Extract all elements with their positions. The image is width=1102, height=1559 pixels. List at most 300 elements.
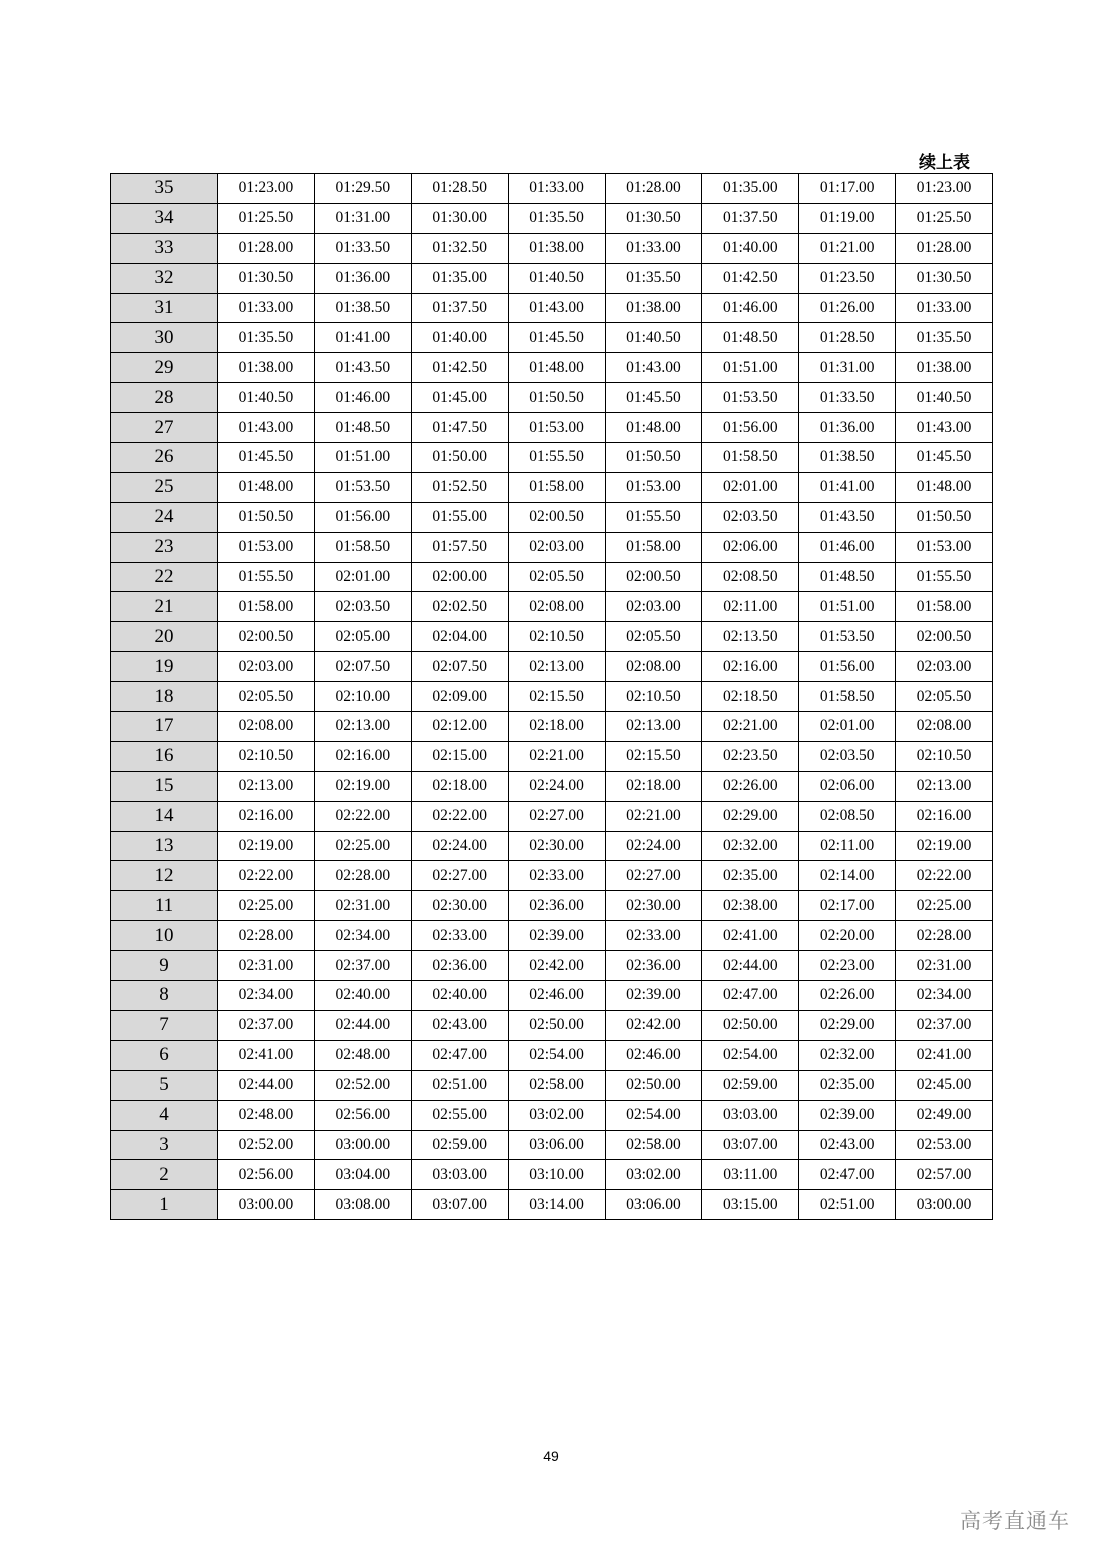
time-cell: 02:16.00 [702,652,799,682]
time-cell: 01:45.50 [605,383,702,413]
time-cell: 02:57.00 [896,1160,993,1190]
table-row [111,771,993,801]
time-cell: 02:48.00 [314,1040,411,1070]
time-cell: 02:06.00 [799,771,896,801]
time-cell: 02:07.50 [314,652,411,682]
time-cell: 01:55.50 [508,443,605,473]
time-cell: 02:07.50 [411,652,508,682]
time-cell: 02:21.00 [702,712,799,742]
time-cell: 02:03.00 [605,592,702,622]
time-cell: 02:08.50 [799,801,896,831]
time-cell: 01:58.00 [508,472,605,502]
time-cell: 01:40.00 [702,233,799,263]
time-cell: 02:01.00 [799,712,896,742]
time-cell: 03:14.00 [508,1190,605,1220]
time-cell: 02:15.50 [508,682,605,712]
score-cell: 33 [111,233,218,263]
time-cell: 02:08.50 [702,562,799,592]
time-cell: 02:37.00 [314,951,411,981]
time-cell: 01:50.50 [218,502,315,532]
time-cell: 02:10.50 [218,741,315,771]
time-cell: 02:30.00 [411,891,508,921]
time-cell: 02:35.00 [799,1070,896,1100]
time-cell: 01:55.00 [411,502,508,532]
time-cell: 02:18.50 [702,682,799,712]
time-cell: 03:04.00 [314,1160,411,1190]
time-cell: 01:38.00 [508,233,605,263]
score-cell: 21 [111,592,218,622]
time-cell: 02:05.50 [218,682,315,712]
table-row [111,682,993,712]
table-row [111,1070,993,1100]
time-cell: 02:43.00 [799,1130,896,1160]
time-cell: 02:54.00 [508,1040,605,1070]
score-cell: 12 [111,861,218,891]
time-cell: 02:10.50 [896,741,993,771]
table-row [111,712,993,742]
time-cell: 02:10.50 [605,682,702,712]
score-cell: 11 [111,891,218,921]
time-cell: 01:50.50 [605,443,702,473]
time-cell: 02:13.00 [218,771,315,801]
score-cell: 5 [111,1070,218,1100]
time-cell: 01:53.00 [218,532,315,562]
time-cell: 01:30.50 [896,263,993,293]
time-cell: 02:03.50 [702,502,799,532]
time-cell: 02:33.00 [508,861,605,891]
time-cell: 02:35.00 [702,861,799,891]
score-cell: 25 [111,472,218,502]
time-cell: 02:10.50 [508,622,605,652]
time-cell: 03:11.00 [702,1160,799,1190]
time-cell: 01:43.00 [508,293,605,323]
time-cell: 02:20.00 [799,921,896,951]
time-cell: 01:48.00 [218,472,315,502]
time-cell: 02:03.00 [508,532,605,562]
page-number: 49 [543,1448,559,1464]
time-cell: 02:10.00 [314,682,411,712]
time-cell: 01:19.00 [799,203,896,233]
time-cell: 02:45.00 [896,1070,993,1100]
time-cell: 01:50.50 [508,383,605,413]
time-cell: 02:39.00 [508,921,605,951]
time-cell: 02:19.00 [314,771,411,801]
time-cell: 02:24.00 [605,831,702,861]
time-cell: 01:52.50 [411,472,508,502]
time-cell: 02:27.00 [508,801,605,831]
time-cell: 02:25.00 [218,891,315,921]
time-cell: 02:29.00 [799,1010,896,1040]
time-cell: 01:33.50 [314,233,411,263]
time-cell: 01:32.50 [411,233,508,263]
time-cell: 01:33.00 [508,174,605,204]
time-cell: 01:50.00 [411,443,508,473]
time-cell: 01:48.50 [314,413,411,443]
time-cell: 01:33.00 [896,293,993,323]
score-cell: 19 [111,652,218,682]
time-cell: 01:29.50 [314,174,411,204]
table-row [111,622,993,652]
score-cell: 27 [111,413,218,443]
score-cell: 14 [111,801,218,831]
time-cell: 02:41.00 [896,1040,993,1070]
time-cell: 02:32.00 [702,831,799,861]
time-cell: 02:31.00 [218,951,315,981]
time-cell: 02:25.00 [896,891,993,921]
time-cell: 02:58.00 [605,1130,702,1160]
time-cell: 03:00.00 [218,1190,315,1220]
time-cell: 01:55.50 [896,562,993,592]
time-cell: 01:28.00 [605,174,702,204]
table-row [111,263,993,293]
time-cell: 02:26.00 [799,981,896,1011]
time-cell: 03:07.00 [411,1190,508,1220]
time-cell: 01:58.50 [702,443,799,473]
time-cell: 01:58.00 [896,592,993,622]
table-body [111,174,993,1220]
time-cell: 02:13.00 [605,712,702,742]
time-cell: 01:43.50 [799,502,896,532]
time-cell: 02:55.00 [411,1100,508,1130]
table-row [111,981,993,1011]
time-cell: 02:23.50 [702,741,799,771]
time-cell: 03:00.00 [896,1190,993,1220]
time-cell: 02:22.00 [411,801,508,831]
time-cell: 02:25.00 [314,831,411,861]
time-cell: 02:27.00 [411,861,508,891]
score-cell: 16 [111,741,218,771]
time-cell: 01:55.50 [218,562,315,592]
table-row [111,443,993,473]
time-cell: 01:40.50 [508,263,605,293]
time-cell: 01:33.00 [218,293,315,323]
time-cell: 02:46.00 [605,1040,702,1070]
time-cell: 01:53.50 [314,472,411,502]
time-cell: 01:46.00 [314,383,411,413]
time-cell: 01:23.00 [218,174,315,204]
time-cell: 02:58.00 [508,1070,605,1100]
time-cell: 02:54.00 [605,1100,702,1130]
time-cell: 01:28.00 [218,233,315,263]
time-cell: 01:41.00 [799,472,896,502]
time-cell: 02:03.50 [799,741,896,771]
time-cell: 03:10.00 [508,1160,605,1190]
score-cell: 6 [111,1040,218,1070]
time-cell: 01:53.00 [896,532,993,562]
time-cell: 02:30.00 [508,831,605,861]
table-row [111,203,993,233]
time-cell: 02:47.00 [799,1160,896,1190]
time-cell: 02:30.00 [605,891,702,921]
time-cell: 01:30.50 [218,263,315,293]
score-cell: 13 [111,831,218,861]
time-cell: 02:36.00 [411,951,508,981]
time-cell: 01:51.00 [702,353,799,383]
time-cell: 01:36.00 [799,413,896,443]
time-cell: 01:50.50 [896,502,993,532]
time-cell: 01:53.50 [702,383,799,413]
time-cell: 02:36.00 [508,891,605,921]
time-cell: 01:38.50 [799,443,896,473]
time-cell: 01:43.50 [314,353,411,383]
time-cell: 02:05.50 [605,622,702,652]
time-cell: 02:21.00 [605,801,702,831]
time-cell: 01:25.50 [218,203,315,233]
time-cell: 02:40.00 [314,981,411,1011]
time-cell: 01:58.50 [799,682,896,712]
time-cell: 01:37.50 [702,203,799,233]
score-cell: 10 [111,921,218,951]
time-cell: 02:03.00 [218,652,315,682]
table-row [111,383,993,413]
time-cell: 02:52.00 [218,1130,315,1160]
time-cell: 03:06.00 [508,1130,605,1160]
time-cell: 01:40.50 [896,383,993,413]
time-cell: 03:02.00 [508,1100,605,1130]
time-cell: 02:50.00 [605,1070,702,1100]
time-cell: 02:24.00 [508,771,605,801]
time-cell: 01:37.50 [411,293,508,323]
time-cell: 02:36.00 [605,951,702,981]
time-cell: 02:01.00 [702,472,799,502]
time-cell: 02:13.00 [314,712,411,742]
table-row [111,891,993,921]
time-cell: 01:48.00 [508,353,605,383]
time-cell: 01:45.50 [508,323,605,353]
time-cell: 02:44.00 [314,1010,411,1040]
time-cell: 02:28.00 [218,921,315,951]
time-cell: 01:53.00 [508,413,605,443]
table-row [111,562,993,592]
time-cell: 02:00.50 [896,622,993,652]
time-cell: 01:35.00 [411,263,508,293]
time-cell: 02:39.00 [799,1100,896,1130]
score-cell: 9 [111,951,218,981]
time-cell: 02:18.00 [605,771,702,801]
time-cell: 02:19.00 [896,831,993,861]
time-cell: 01:40.00 [411,323,508,353]
score-cell: 8 [111,981,218,1011]
time-cell: 02:19.00 [218,831,315,861]
time-cell: 02:51.00 [411,1070,508,1100]
table-row [111,174,993,204]
time-cell: 02:18.00 [508,712,605,742]
time-cell: 02:40.00 [411,981,508,1011]
time-cell: 01:33.00 [605,233,702,263]
time-cell: 02:44.00 [702,951,799,981]
table-row [111,293,993,323]
time-cell: 02:00.50 [218,622,315,652]
time-cell: 02:52.00 [314,1070,411,1100]
time-cell: 02:29.00 [702,801,799,831]
table-row [111,1130,993,1160]
time-cell: 02:41.00 [218,1040,315,1070]
time-cell: 01:51.00 [314,443,411,473]
table-row [111,652,993,682]
score-cell: 23 [111,532,218,562]
time-cell: 02:56.00 [218,1160,315,1190]
time-cell: 03:07.00 [702,1130,799,1160]
time-cell: 01:35.00 [702,174,799,204]
time-cell: 02:33.00 [411,921,508,951]
time-cell: 02:51.00 [799,1190,896,1220]
time-cell: 02:08.00 [896,712,993,742]
time-cell: 02:16.00 [896,801,993,831]
time-cell: 01:47.50 [411,413,508,443]
time-cell: 01:33.50 [799,383,896,413]
table-row [111,353,993,383]
time-cell: 02:05.00 [314,622,411,652]
score-cell: 34 [111,203,218,233]
score-cell: 7 [111,1010,218,1040]
score-cell: 22 [111,562,218,592]
time-cell: 02:13.00 [508,652,605,682]
table-row [111,1040,993,1070]
time-cell: 01:36.00 [314,263,411,293]
score-cell: 4 [111,1100,218,1130]
time-cell: 02:28.00 [314,861,411,891]
time-cell: 02:21.00 [508,741,605,771]
time-cell: 01:48.00 [896,472,993,502]
table-row [111,741,993,771]
table-row [111,413,993,443]
time-cell: 01:45.50 [896,443,993,473]
time-cell: 01:30.00 [411,203,508,233]
time-cell: 03:02.00 [605,1160,702,1190]
time-cell: 01:23.50 [799,263,896,293]
table-row [111,323,993,353]
time-cell: 02:00.50 [508,502,605,532]
time-cell: 01:35.50 [218,323,315,353]
time-cell: 02:50.00 [702,1010,799,1040]
time-cell: 02:34.00 [314,921,411,951]
score-cell: 35 [111,174,218,204]
time-cell: 02:37.00 [896,1010,993,1040]
time-cell: 02:59.00 [702,1070,799,1100]
score-cell: 15 [111,771,218,801]
time-cell: 01:26.00 [799,293,896,323]
time-cell: 02:09.00 [411,682,508,712]
time-cell: 01:28.00 [896,233,993,263]
time-cell: 02:17.00 [799,891,896,921]
time-cell: 02:13.00 [896,771,993,801]
table-row [111,233,993,263]
time-cell: 01:31.00 [799,353,896,383]
time-cell: 02:26.00 [702,771,799,801]
table-row [111,861,993,891]
time-cell: 02:33.00 [605,921,702,951]
time-cell: 02:08.00 [605,652,702,682]
time-cell: 02:56.00 [314,1100,411,1130]
time-cell: 01:48.00 [605,413,702,443]
time-cell: 01:46.00 [799,532,896,562]
time-cell: 02:31.00 [314,891,411,921]
time-cell: 02:49.00 [896,1100,993,1130]
time-cell: 02:34.00 [896,981,993,1011]
time-cell: 01:38.00 [218,353,315,383]
table-row [111,1160,993,1190]
time-cell: 01:28.50 [799,323,896,353]
time-cell: 02:50.00 [508,1010,605,1040]
table-row [111,951,993,981]
time-cell: 02:00.50 [605,562,702,592]
time-cell: 03:03.00 [702,1100,799,1130]
time-cell: 01:28.50 [411,174,508,204]
time-cell: 01:53.00 [605,472,702,502]
time-cell: 01:48.50 [702,323,799,353]
time-cell: 02:22.00 [314,801,411,831]
table-row [111,1190,993,1220]
time-cell: 02:34.00 [218,981,315,1011]
time-cell: 01:21.00 [799,233,896,263]
time-cell: 02:18.00 [411,771,508,801]
time-cell: 02:47.00 [411,1040,508,1070]
time-cell: 02:44.00 [218,1070,315,1100]
score-cell: 29 [111,353,218,383]
time-cell: 02:03.00 [896,652,993,682]
time-cell: 01:46.00 [702,293,799,323]
time-cell: 01:51.00 [799,592,896,622]
time-cell: 02:15.00 [411,741,508,771]
time-cell: 01:40.50 [218,383,315,413]
score-cell: 17 [111,712,218,742]
time-cell: 01:35.50 [896,323,993,353]
time-cell: 02:14.00 [799,861,896,891]
time-cell: 03:15.00 [702,1190,799,1220]
time-cell: 01:41.00 [314,323,411,353]
time-cell: 01:38.00 [896,353,993,383]
table-row [111,801,993,831]
time-cell: 02:03.50 [314,592,411,622]
time-cell: 02:11.00 [799,831,896,861]
time-cell: 01:58.00 [605,532,702,562]
time-cell: 02:38.00 [702,891,799,921]
score-cell: 30 [111,323,218,353]
score-cell: 28 [111,383,218,413]
time-cell: 02:42.00 [605,1010,702,1040]
time-cell: 02:11.00 [702,592,799,622]
time-cell: 01:43.00 [605,353,702,383]
score-cell: 1 [111,1190,218,1220]
time-cell: 01:45.00 [411,383,508,413]
time-cell: 02:39.00 [605,981,702,1011]
time-cell: 02:59.00 [411,1130,508,1160]
score-cell: 32 [111,263,218,293]
time-cell: 02:32.00 [799,1040,896,1070]
time-cell: 03:00.00 [314,1130,411,1160]
time-cell: 02:42.00 [508,951,605,981]
score-cell: 24 [111,502,218,532]
time-cell: 02:16.00 [314,741,411,771]
time-cell: 02:43.00 [411,1010,508,1040]
table-continuation-caption: 续上表 [919,153,970,173]
time-cell: 02:08.00 [218,712,315,742]
score-table [110,173,993,1220]
time-cell: 01:58.50 [314,532,411,562]
time-cell: 01:35.50 [605,263,702,293]
time-cell: 01:25.50 [896,203,993,233]
time-cell: 01:53.50 [799,622,896,652]
time-cell: 01:57.50 [411,532,508,562]
score-cell: 31 [111,293,218,323]
time-cell: 01:42.50 [702,263,799,293]
time-cell: 01:55.50 [605,502,702,532]
time-cell: 01:40.50 [605,323,702,353]
time-cell: 01:56.00 [702,413,799,443]
table-row [111,1010,993,1040]
score-cell: 26 [111,443,218,473]
time-cell: 01:56.00 [314,502,411,532]
